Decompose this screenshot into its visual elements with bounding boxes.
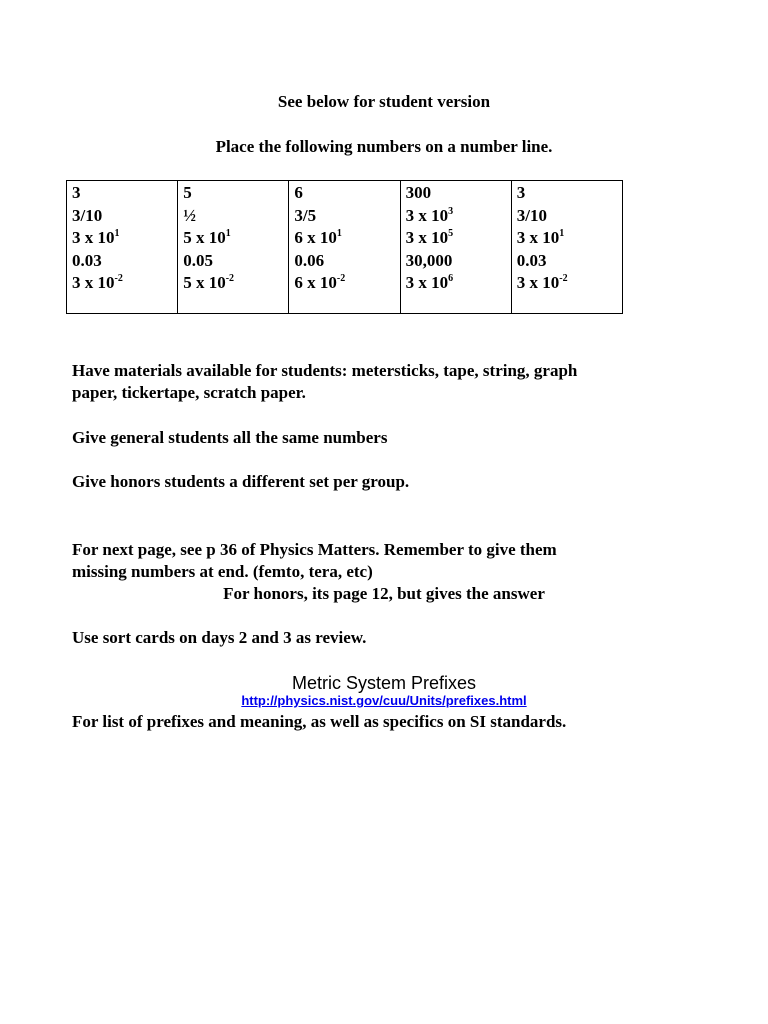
table-entry: 0.05 <box>183 250 213 270</box>
table-entry: 0.03 <box>516 250 547 270</box>
next-page-note-line-1: For next page, see p 36 of Physics Matters. Remember to give them <box>72 540 557 559</box>
table-cell <box>178 181 289 314</box>
table-entry: 5 x $10^1$ <box>183 228 231 247</box>
table-entry: 3/10 <box>72 205 103 225</box>
table-cell <box>67 181 178 314</box>
table-entry: 3/5 <box>294 205 317 225</box>
table-cell <box>511 181 622 314</box>
table-cell <box>289 181 400 314</box>
honors-page-note: For honors, its page 12, but gives the answer <box>223 584 545 603</box>
metric-prefixes-title: Metric System Prefixes <box>291 673 477 693</box>
table-entry: 30,000 <box>405 250 453 270</box>
numbers-table <box>66 180 623 314</box>
table-entry: 3 x $10^1$ <box>72 228 120 247</box>
table-entry: 3 x $10^3$ <box>405 205 454 225</box>
table-entry: 3 <box>516 183 526 202</box>
table-entry: 6 x $10^{-2}$ <box>294 273 346 292</box>
table-entry: 5 x $10^{-2}$ <box>183 273 235 292</box>
table-entry: 0.03 <box>72 250 102 270</box>
prefixes-description: For list of prefixes and meaning, as well as specifics on SI standards. <box>72 712 567 731</box>
honors-students-note: Give honors students a different set per group. <box>72 472 410 491</box>
table-entry: 0.06 <box>294 250 325 270</box>
prefixes-link[interactable]: http://physics.nist.gov/cuu/Units/prefixes.html <box>241 693 527 708</box>
student-version-note: See below for student version <box>277 92 491 111</box>
table-entry: 3 <box>72 183 81 202</box>
materials-note-line-2: paper, tickertape, scratch paper. <box>72 383 306 402</box>
table-entry: 3/10 <box>516 205 547 225</box>
sort-cards-note: Use sort cards on days 2 and 3 as review. <box>72 628 367 647</box>
table-entry: 3 x $10^5$ <box>405 228 454 247</box>
table-entry: 6 <box>294 183 303 202</box>
table-entry: 3 x $10^{-2}$ <box>72 273 123 292</box>
table-cell <box>400 181 511 314</box>
table-entry: 5 <box>183 183 192 202</box>
table-row <box>67 181 623 314</box>
table-entry: 3 x $10^{-2}$ <box>516 273 568 292</box>
instruction-heading: Place the following numbers on a number line. <box>215 137 553 156</box>
general-students-note: Give general students all the same numbers <box>72 428 388 447</box>
materials-note-line-1: Have materials available for students: metersticks, tape, string, graph <box>72 361 578 380</box>
table-entry: ½ <box>183 205 196 225</box>
table-entry: 3 x $10^6$ <box>405 273 454 292</box>
next-page-note-line-2: missing numbers at end. (femto, tera, etc) <box>72 562 373 581</box>
table-entry: 300 <box>405 183 432 202</box>
table-entry: 3 x $10^1$ <box>516 228 565 247</box>
table-entry: 6 x $10^1$ <box>294 228 342 247</box>
